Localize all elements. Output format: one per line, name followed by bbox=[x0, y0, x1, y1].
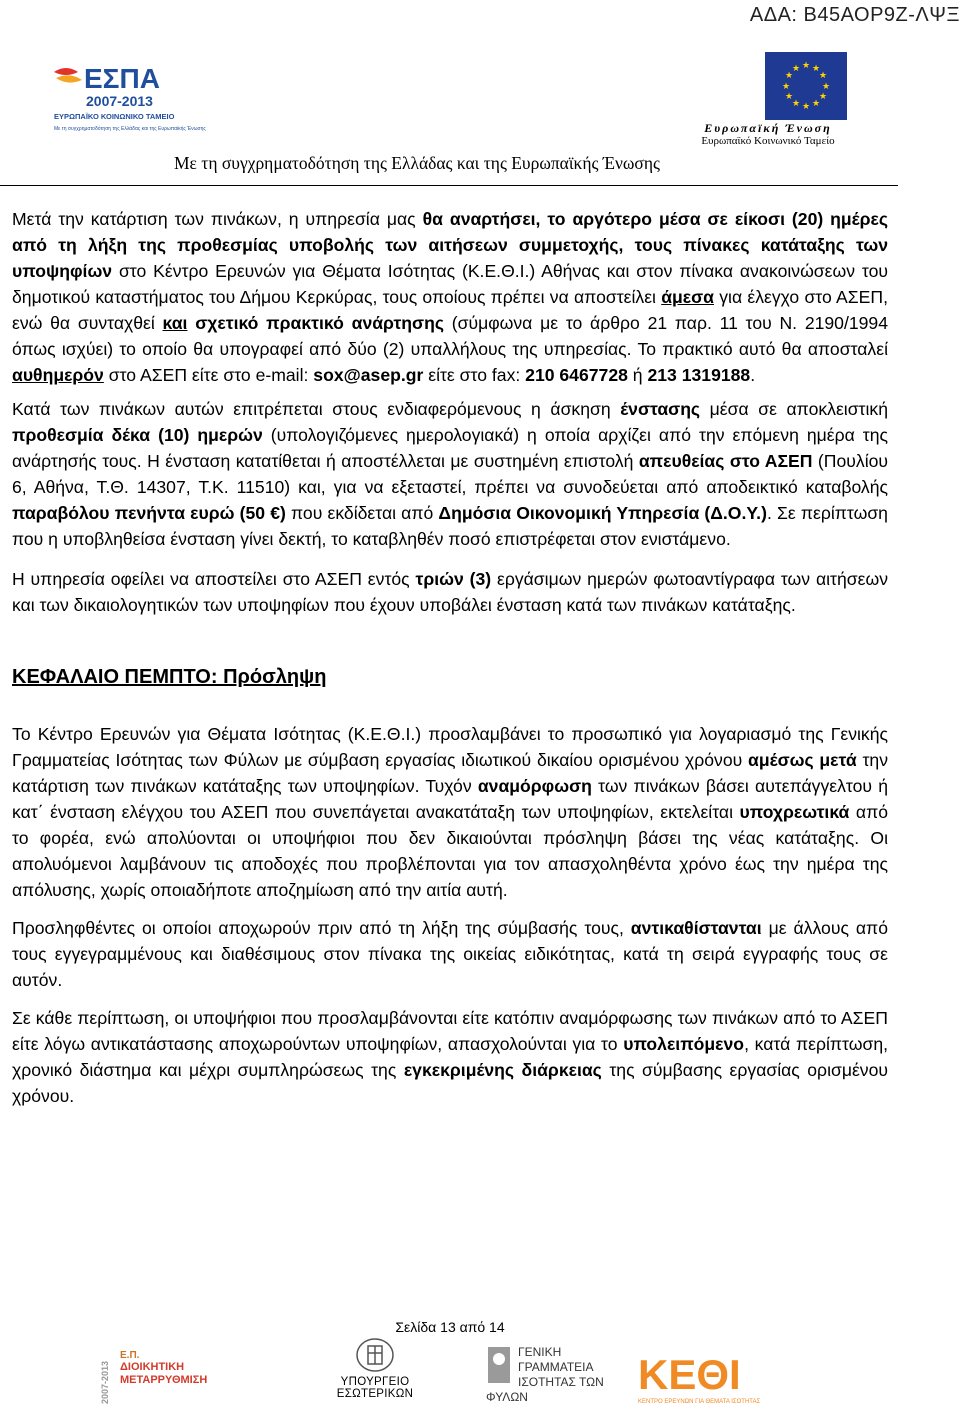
keothi-logo bbox=[636, 1347, 786, 1407]
espa-years: 2007-2013 bbox=[86, 93, 153, 109]
document-body bbox=[12, 206, 888, 1109]
keothi-sub: ΚΕΝΤΡΟ ΕΡΕΥΝΩΝ ΓΙΑ ΘΕΜΑΤΑ ΙΣΟΤΗΤΑΣ bbox=[638, 1399, 761, 1405]
ministry-label: ΥΠΟΥΡΓΕΙΟ ΕΣΩΤΕΡΙΚΩΝ bbox=[336, 1376, 414, 1400]
paragraph-objection: Κατά των πινάκων αυτών επιτρέπεται στους ενδιαφερόμενους η άσκηση ένστασης μέσα σε αποκλειστική προθεσμία δέκα (10) ημερών (υπολογιζόμενες ημερολογιακά) η οποία αρχίζει από την επόμενη ημέρα της ανάρτησής τους. Η ένσταση κατατίθεται ή αποστέλλεται με συστημένη επιστολή απευθείας στο ΑΣΕΠ (Πουλίου 6, Αθήνα, Τ.Θ. 14307, Τ.Κ. 11510) και, για να εξεταστεί, πρέπει να συνοδεύεται από αποδεικτικό καταβολής παραβόλου πενήντα ευρώ (50 €) που εκδίδεται από Δημόσια Οικονομική Υπηρεσία (Δ.Ο.Υ.). Σε περίπτωση που η υποβληθείσα ένσταση γίνει δεκτή, το καταβληθέν ποσό επιστρέφεται στον ενιστάμενο. bbox=[12, 399, 889, 549]
paragraph-replacement: Προσληφθέντες οι οποίοι αποχωρούν πριν από τη λήξη της σύμβασής τους, αντικαθίστανται με άλλους από τους εγγεγραμμένους και διαθέσιμους στον πίνακα της οικείας ειδικότητας, κατά τη σειρά εγγραφής τους σε αυτόν. bbox=[12, 918, 888, 990]
paragraph-duration: Σε κάθε περίπτωση, οι υποψήφιοι που προσλαμβάνονται είτε κατόπιν αναμόρφωσης των πινάκων από το ΑΣΕΠ είτε λόγω αντικατάστασης αποχωρούντων υποψηφίων, απασχολούνται για το υπολειπόμενο, κατά περίπτωση, χρονικό διάστημα και μέχρι συμπληρώσεως της εγκεκριμένης διάρκειας της σύμβασης εργασίας ορισμένου χρόνου. bbox=[12, 1008, 889, 1106]
eu-caption bbox=[678, 122, 858, 147]
page-number: Σελίδα 13 από 14 bbox=[395, 1319, 505, 1335]
svg-text:★: ★ bbox=[818, 71, 828, 81]
cofunding-text: Με τη συγχρηματοδότηση της Ελλάδας και της Ευρωπαϊκής Ένωσης bbox=[174, 153, 660, 173]
dm-line1: ΔΙΟΙΚΗΤΙΚΗ bbox=[120, 1361, 185, 1373]
paragraph-service-obligation: Η υπηρεσία οφείλει να αποστείλει στο ΑΣΕΠ εντός τριών (3) εργάσιμων ημερών φωτοαντίγραφα των αιτήσεων και των δικαιολογητικών των υποψηφίων που έχουν υποβάλει ένσταση κατά των πινάκων κατάταξης. bbox=[12, 569, 888, 615]
eu-fund-label: Ευρωπαϊκό Κοινωνικό Ταμείο bbox=[701, 135, 835, 148]
eu-flag-icon bbox=[765, 52, 847, 120]
svg-text:★: ★ bbox=[818, 92, 828, 102]
ada-code: ΑΔΑ: Β45ΑΟΡ9Ζ-ΛΨΞ bbox=[749, 4, 960, 26]
svg-text:★: ★ bbox=[811, 64, 821, 74]
eu-union-label: Ευρωπαϊκή Ένωση bbox=[704, 121, 832, 135]
gsi-equality-logo bbox=[486, 1345, 616, 1405]
svg-text:★: ★ bbox=[781, 82, 791, 92]
espa-logo bbox=[52, 62, 206, 137]
administrative-reform-logo bbox=[120, 1350, 220, 1405]
chapter-heading: ΚΕΦΑΛΑΙΟ ΠΕΜΠΤΟ: Πρόσληψη bbox=[12, 666, 327, 688]
svg-text:★: ★ bbox=[801, 102, 811, 112]
header-divider bbox=[0, 185, 898, 186]
paragraph-posting: Μετά την κατάρτιση των πινάκων, η υπηρεσία μας θα αναρτήσει, το αργότερο μέσα σε είκοσι (20) ημέρες από τη λήξη της προθεσμίας υποβολής των αιτήσεων συμμετοχής, τους πίνακες κατάταξης των υποψηφίων στο Κέντρο Ερευνών για Θέματα Ισότητας (Κ.Ε.Θ.Ι.) Αθήνας και στον πίνακα ανακοινώσεων του δημοτικού καταστήματος του Δήμου Κερκύρας, τους οποίους πρέπει να αποστείλει άμεσα για έλεγχο στο ΑΣΕΠ, ενώ θα συνταχθεί και σχετικό πρακτικό ανάρτησης (σύμφωνα με το άρθρο 21 παρ. 11 του Ν. 2190/1994 όπως ισχύει) το οποίο θα υπογραφεί από δύο (2) υπαλλήλους της υπηρεσίας. Το πρακτικό αυτό θα αποσταλεί αυθημερόν στο ΑΣΕΠ είτε στο e-mail: sox@asep.gr είτε στο fax: 210 6467728 ή 213 1319188. bbox=[12, 209, 888, 385]
dm-ep: Ε.Π. bbox=[120, 1350, 140, 1361]
keothi-text: ΚΕΘΙ bbox=[638, 1351, 741, 1398]
svg-text:★: ★ bbox=[811, 99, 821, 109]
gsi-line1: ΓΕΝΙΚΗ ΓΡΑΜΜΑΤΕΙΑ bbox=[518, 1345, 594, 1374]
svg-text:★: ★ bbox=[784, 92, 794, 102]
svg-text:2007-2013: 2007-2013 bbox=[100, 1360, 110, 1404]
footer-sidebar-years bbox=[96, 1344, 114, 1406]
gsi-line2: ΙΣΟΤΗΤΑΣ ΤΩΝ ΦΥΛΩΝ bbox=[486, 1375, 604, 1404]
gsi-emblem-icon bbox=[486, 1345, 512, 1385]
espa-tagline: Με τη συγχρηματοδότηση της Ελλάδας και της Ευρωπαϊκής Ένωσης bbox=[54, 126, 206, 132]
dm-line2: ΜΕΤΑΡΡΥΘΜΙΣΗ bbox=[120, 1374, 208, 1386]
greek-emblem-icon bbox=[355, 1338, 395, 1372]
svg-text:★: ★ bbox=[791, 99, 801, 109]
espa-logo-text: ΕΣΠΑ bbox=[84, 63, 160, 94]
espa-fund: ΕΥΡΩΠΑΪΚΟ ΚΟΙΝΩΝΙΚΟ ΤΑΜΕΙΟ bbox=[54, 112, 175, 121]
svg-text:★: ★ bbox=[784, 71, 794, 81]
email-link[interactable]: sox@asep.gr bbox=[313, 365, 424, 385]
paragraph-hiring: Το Κέντρο Ερευνών για Θέματα Ισότητας (Κ.Ε.Θ.Ι.) προσλαμβάνει το προσωπικό για λογαριασμό της Γενικής Γραμματείας Ισότητας των Φύλων με σύμβαση εργασίας ιδιωτικού δικαίου ορισμένου χρόνου αμέσως μετά την κατάρτιση των πινάκων κατάταξης των υποψηφίων. Τυχόν αναμόρφωση των πινάκων βάσει αυτεπάγγελτου ή κατ΄ ένσταση ελέγχου του ΑΣΕΠ που συνεπάγεται ανακατάταξη των υποψηφίων, εκτελείται υποχρεωτικά από το φορέα, ενώ απολύονται οι υποψήφιοι που δεν δικαιούνται πρόσληψη βάσει της νέας κατάταξης. Οι απολυόμενοι λαμβάνουν τις αποδοχές που προβλέπονται για τον απασχοληθέντα χρόνο έως την ημέρα της απόλυσης, χωρίς οποιαδήποτε αποζημίωση από την αιτία αυτή. bbox=[12, 724, 889, 900]
svg-text:★: ★ bbox=[821, 82, 831, 92]
svg-text:★: ★ bbox=[801, 61, 811, 71]
ministry-interior-logo bbox=[310, 1338, 440, 1408]
svg-text:★: ★ bbox=[791, 64, 801, 74]
